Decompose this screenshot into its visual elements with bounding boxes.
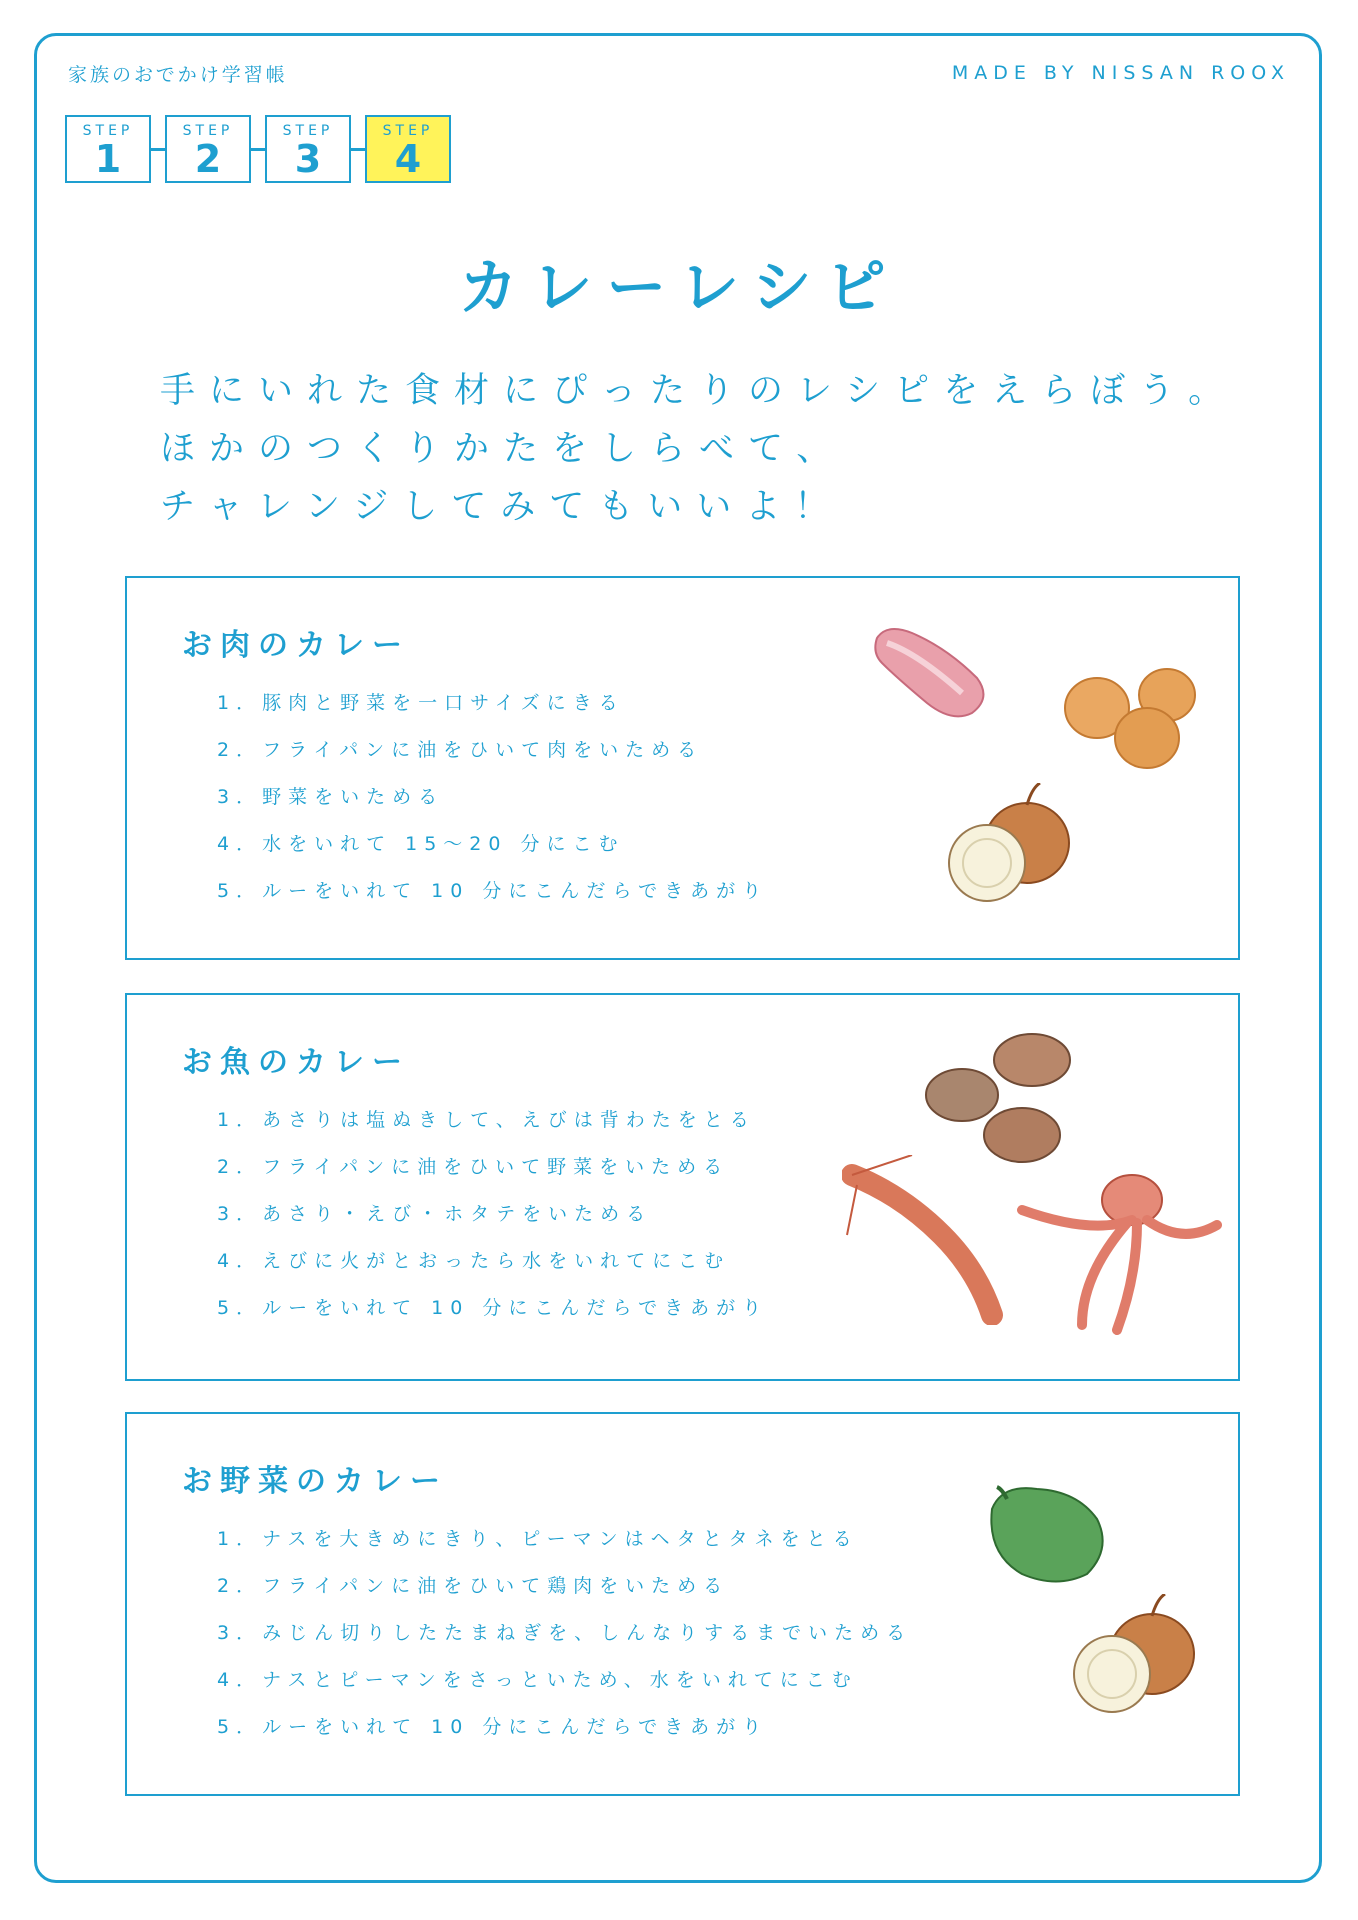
step-label: STEP	[182, 123, 234, 139]
recipe-step: 1．ナスを大きめにきり、ピーマンはヘタとタネをとる	[217, 1528, 859, 1550]
recipe-steps	[217, 1516, 912, 1751]
header-credit: MADE BY NISSAN ROOX	[951, 62, 1290, 84]
intro-text	[160, 362, 1237, 536]
pork-illustration	[867, 618, 997, 728]
octopus-illustration	[1012, 1165, 1222, 1335]
step-connector	[251, 148, 265, 151]
step-label: STEP	[282, 123, 334, 139]
intro-line: チャレンジしてみてもいいよ！	[160, 487, 844, 527]
intro-line: 手にいれた食材にぴったりのレシピをえらぼう。	[160, 371, 1238, 411]
recipe-step: 5．ルーをいれて 10 分にこんだらできあがり	[217, 1716, 769, 1738]
step-4-current	[365, 115, 451, 183]
recipe-step: 5．ルーをいれて 10 分にこんだらできあがり	[217, 1297, 769, 1319]
recipe-card-fish	[125, 993, 1240, 1381]
recipe-card-meat	[125, 576, 1240, 960]
recipe-title: お魚のカレー	[182, 1045, 410, 1080]
step-number: 2	[194, 137, 222, 181]
green-pepper-illustration	[977, 1479, 1117, 1589]
recipe-step: 3．野菜をいためる	[217, 786, 445, 808]
step-number: 3	[294, 137, 322, 181]
onion-illustration	[1067, 1594, 1207, 1724]
header-series-title: 家族のおでかけ学習帳	[68, 64, 288, 86]
recipe-step: 3．あさり・えび・ホタテをいためる	[217, 1203, 653, 1225]
onion-illustration	[942, 783, 1082, 913]
step-connector	[351, 148, 365, 151]
recipe-title: お野菜のカレー	[182, 1464, 448, 1499]
step-label: STEP	[82, 123, 134, 139]
recipe-step: 4．えびに火がとおったら水をいれてにこむ	[217, 1250, 731, 1272]
intro-line: ほかのつくりかたをしらべて、	[160, 429, 846, 469]
recipe-step: 4．水をいれて 15～20 分にこむ	[217, 833, 625, 855]
step-2	[165, 115, 251, 183]
recipe-step: 2．フライパンに油をひいて鶏肉をいためる	[217, 1575, 730, 1597]
recipe-title: お肉のカレー	[182, 628, 410, 663]
recipe-steps	[217, 1097, 768, 1332]
recipe-step: 2．フライパンに油をひいて肉をいためる	[217, 739, 704, 761]
recipe-card-vegetable	[125, 1412, 1240, 1796]
step-number: 1	[94, 137, 122, 181]
recipe-step: 2．フライパンに油をひいて野菜をいためる	[217, 1156, 730, 1178]
recipe-steps	[217, 680, 768, 915]
step-connector	[151, 148, 165, 151]
recipe-step: 1．豚肉と野菜を一口サイズにきる	[217, 692, 625, 714]
shrimp-illustration	[842, 1155, 1017, 1325]
step-number: 4	[394, 137, 422, 181]
step-1	[65, 115, 151, 183]
potato-illustration	[1062, 663, 1202, 773]
clam-illustration	[917, 1030, 1087, 1170]
recipe-step: 4．ナスとピーマンをさっといため、水をいれてにこむ	[217, 1669, 858, 1691]
page-title: カレーレシピ	[458, 253, 900, 323]
recipe-step: 3．みじん切りしたたまねぎを、しんなりするまでいためる	[217, 1622, 913, 1644]
step-label: STEP	[382, 123, 434, 139]
recipe-step: 5．ルーをいれて 10 分にこんだらできあがり	[217, 880, 769, 902]
recipe-step: 1．あさりは塩ぬきして、えびは背わたをとる	[217, 1109, 756, 1131]
step-3	[265, 115, 351, 183]
